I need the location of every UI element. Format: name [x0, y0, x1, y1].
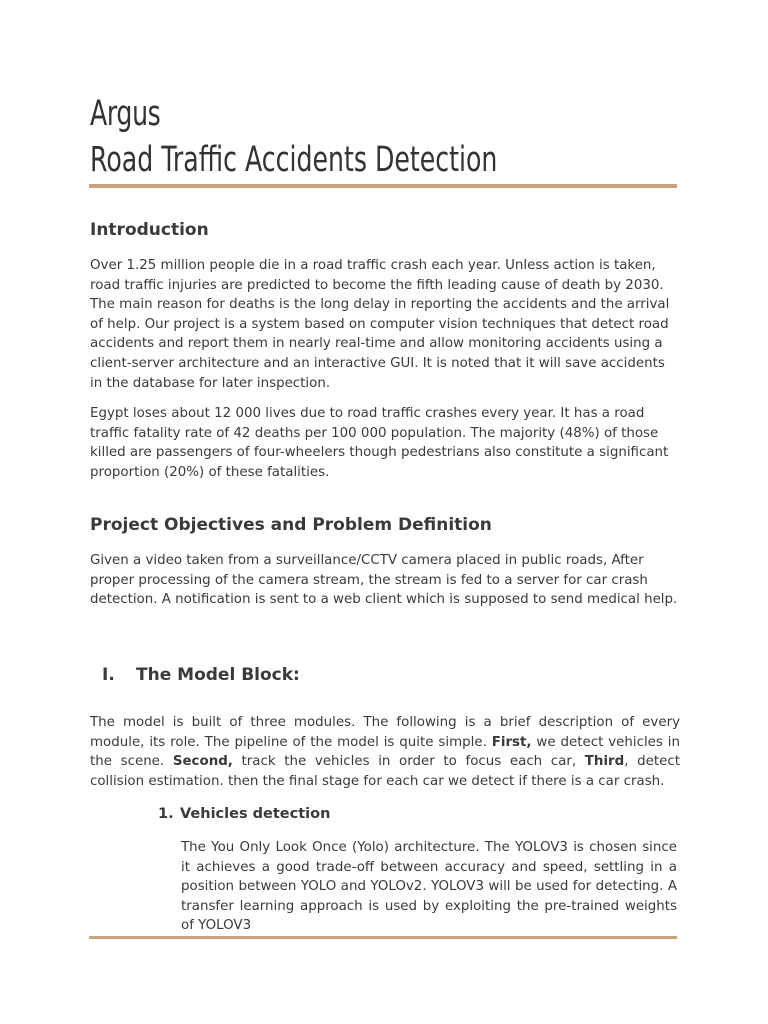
model-block-number: I. [102, 665, 115, 685]
footer-divider [89, 936, 677, 939]
model-block-title: The Model Block: [136, 665, 300, 685]
vehicles-detection-number: 1. [158, 806, 174, 822]
model-third-label: Third [584, 754, 625, 770]
model-intro-text-4: , detect collision estimation. then the final stage for each car we detect if there is a car crash. [90, 754, 680, 789]
document-title: Argus [90, 94, 161, 134]
vehicles-detection-title: Vehicles detection [180, 806, 331, 822]
model-intro-text-2: we detect vehicles in the scene. [90, 734, 680, 770]
vehicles-detection-paragraph: The You Only Look Once (Yolo) architecture. The YOLOV3 is chosen since it achieves a good trade-off between accuracy and speed, settling in a position between YOLO and YOLOv2. YOLOV3 will be used for detecting. A transfer learning approach is used by exploiting the pre-trained weights of YOLOV3 [181, 840, 677, 934]
document-subtitle: Road Traffic Accidents Detection [90, 140, 498, 180]
introduction-heading: Introduction [90, 220, 209, 240]
vehicles-detection-heading [158, 804, 330, 824]
title-divider [89, 184, 677, 188]
model-block-paragraph [90, 713, 680, 791]
model-intro-text-1: The model is built of three modules. The following is a brief description of every module, its role. The pipeline of the model is quite simple. [90, 715, 680, 750]
model-block-heading [102, 664, 300, 686]
model-intro-text-3: track the vehicles in order to focus each car, [232, 754, 585, 770]
model-second-label: Second, [172, 754, 233, 770]
objectives-heading: Project Objectives and Problem Definition [90, 515, 492, 535]
objectives-paragraph: Given a video taken from a surveillance/CCTV camera placed in public roads, After proper processing of the camera stream, the stream is fed to a server for car crash detection. A notification is sent to a web client which is supposed to send medical help. [90, 553, 678, 608]
introduction-paragraph-1: Over 1.25 million people die in a road traffic crash each year. Unless action is taken, road traffic injuries are predicted to become the fifth leading cause of death by 2030. The main reason for deaths is the long delay in reporting the accidents and the arrival of help. Our project is a system based on computer vision techniques that detect road accidents and report them in nearly real-time and allow monitoring accidents using a client-server architecture and an interactive GUI. It is noted that it will save accidents in the database for later inspection. [90, 258, 670, 391]
model-first-label: First, [491, 734, 532, 750]
introduction-paragraph-2: Egypt loses about 12 000 lives due to road traffic crashes every year. It has a road traffic fatality rate of 42 deaths per 100 000 population. The majority (48%) of those killed are passengers of four-wheelers though pedestrians also constitute a significant proportion (20%) of these fatalities. [90, 406, 669, 480]
